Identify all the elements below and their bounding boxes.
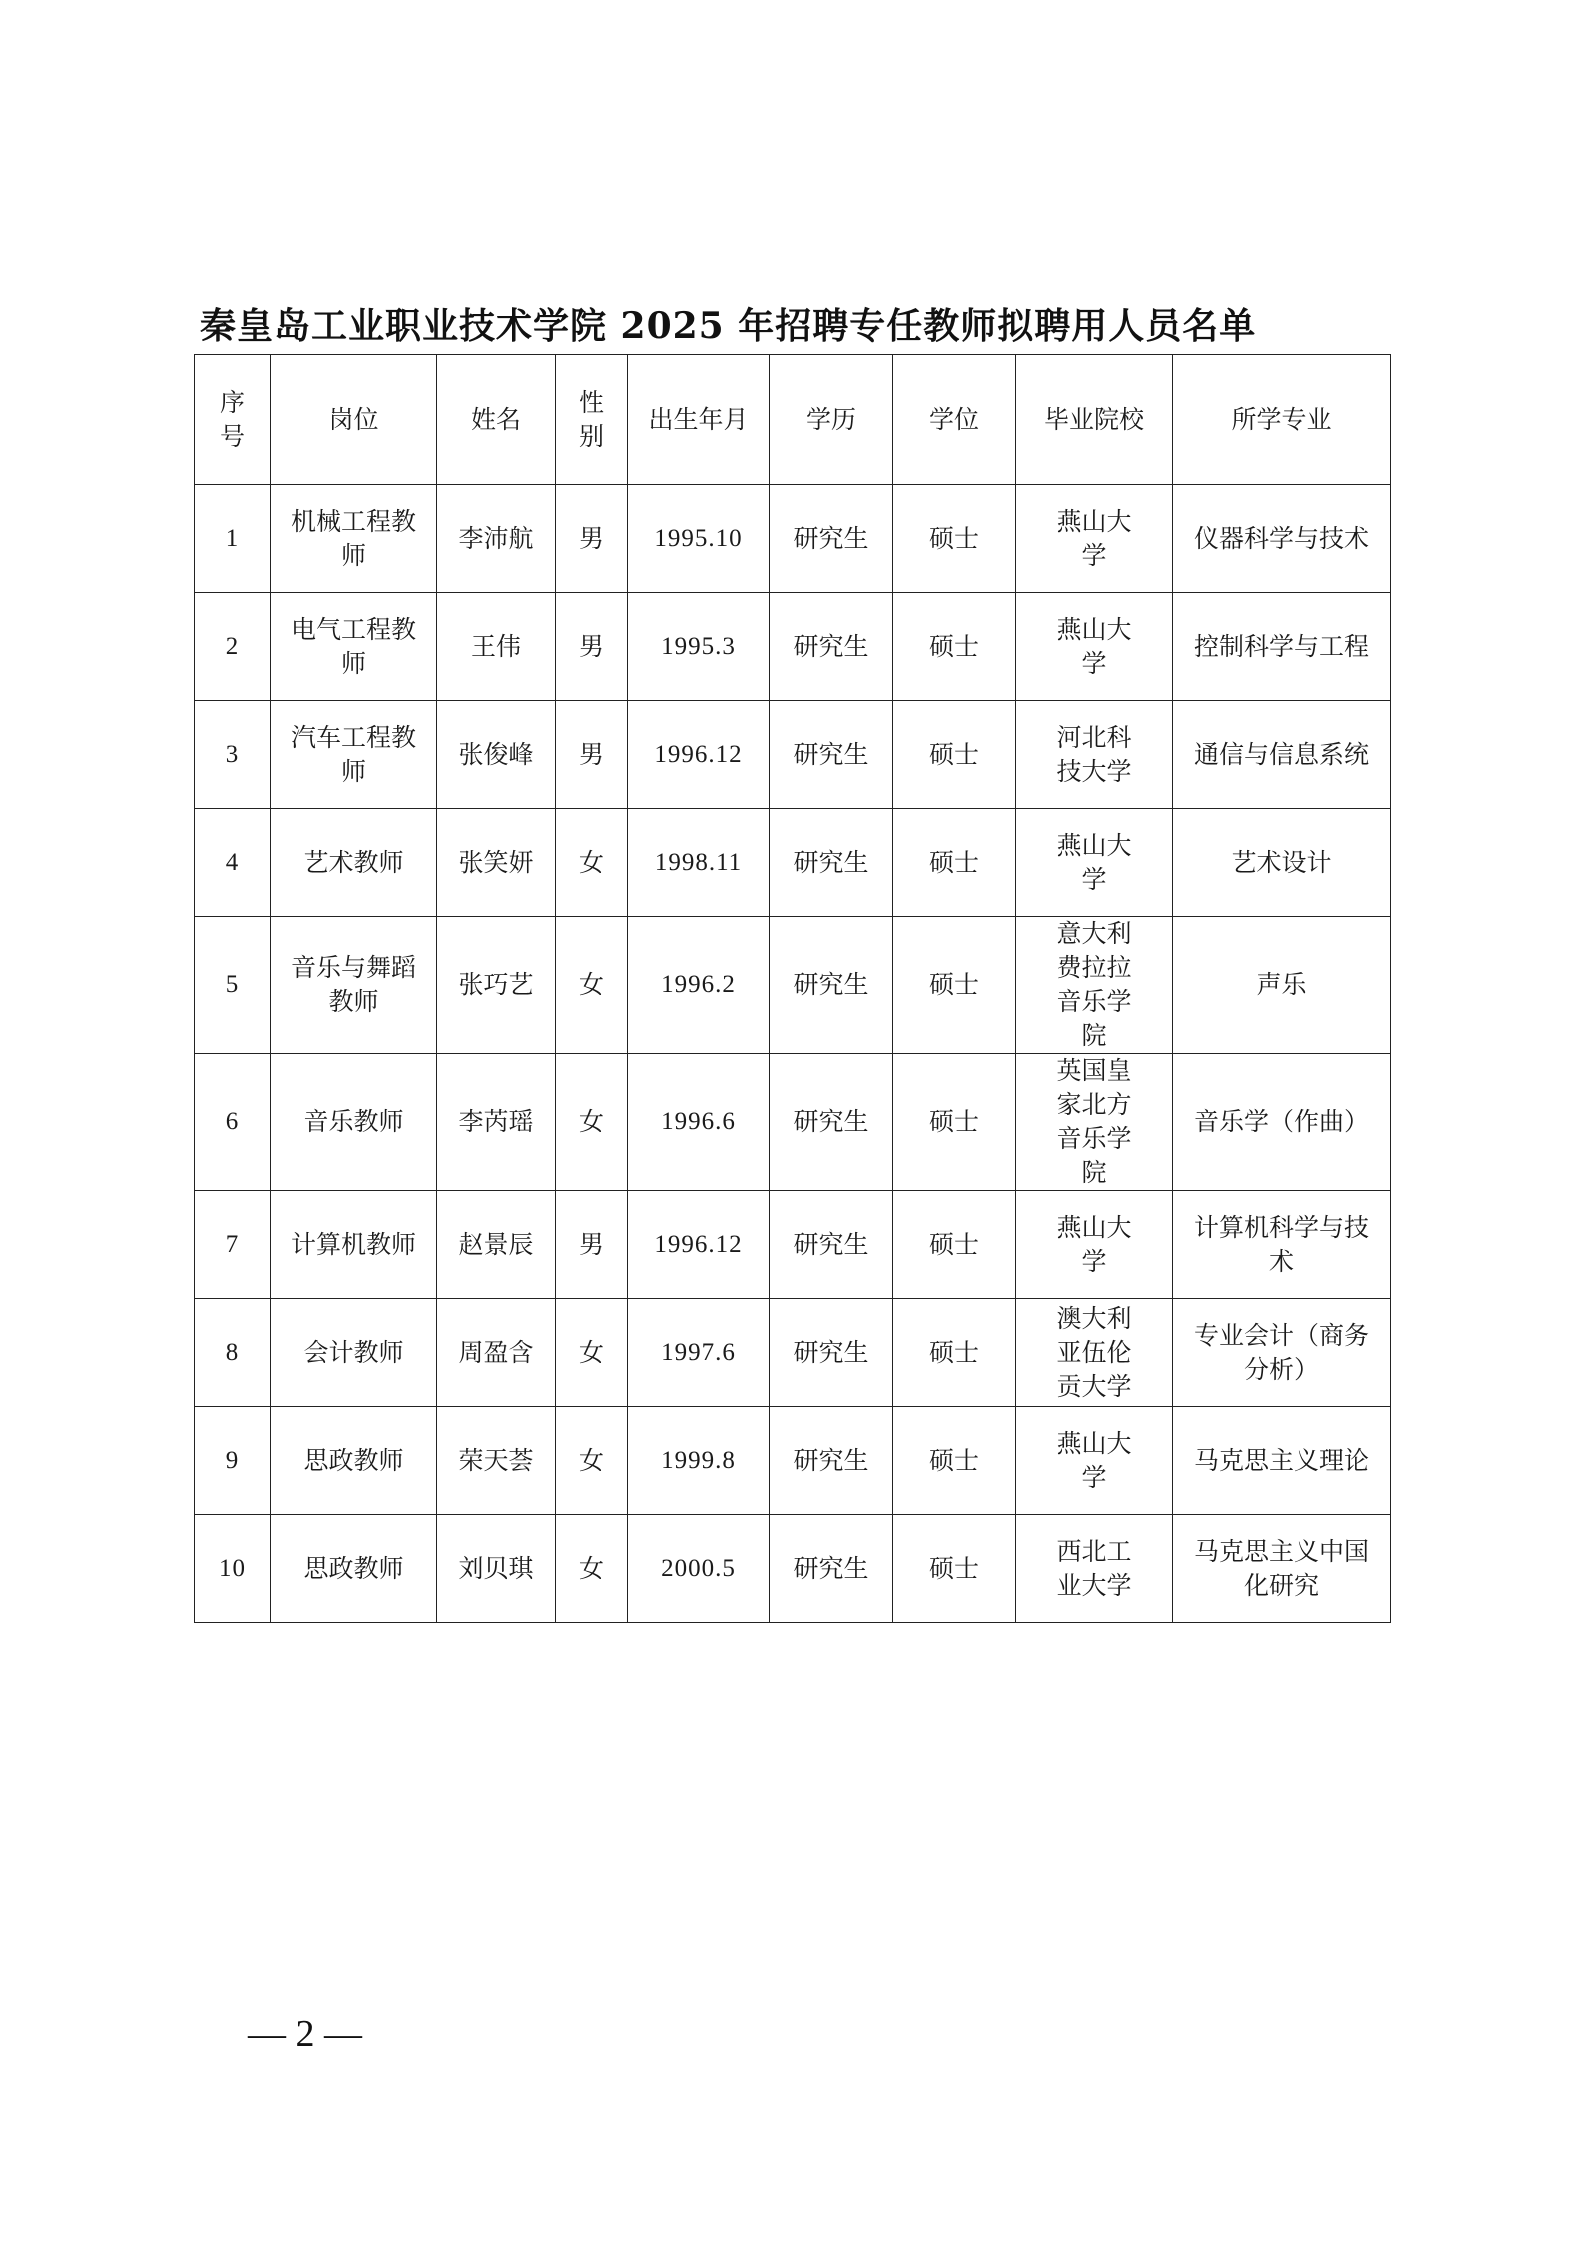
- document-title: 秦皇岛工业职业技术学院 2025 年招聘专任教师拟聘用人员名单: [200, 305, 1257, 347]
- cell-education: 研究生: [770, 485, 893, 593]
- cell-index: 4: [195, 809, 271, 917]
- cell-school: 意大利费拉拉音乐学院: [1016, 917, 1173, 1054]
- table-row: [195, 593, 1391, 701]
- cell-gender: 女: [556, 1407, 628, 1515]
- cell-degree: 硕士: [893, 809, 1016, 917]
- cell-degree: 硕士: [893, 1299, 1016, 1407]
- header-cell-name: 姓名: [437, 355, 556, 485]
- cell-major: 音乐学（作曲）: [1173, 1054, 1391, 1191]
- table-row: [195, 917, 1391, 1054]
- cell-name: 张笑妍: [437, 809, 556, 917]
- cell-index: 9: [195, 1407, 271, 1515]
- cell-major: 控制科学与工程: [1173, 593, 1391, 701]
- cell-birth-date: 1998.11: [628, 809, 770, 917]
- cell-birth-date: 1997.6: [628, 1299, 770, 1407]
- hiring-roster-table: [194, 354, 1391, 1623]
- table-header-row: [195, 355, 1391, 485]
- cell-index: 7: [195, 1191, 271, 1299]
- cell-education: 研究生: [770, 1191, 893, 1299]
- cell-position: 电气工程教师: [271, 593, 437, 701]
- cell-birth-date: 1995.10: [628, 485, 770, 593]
- cell-name: 李芮瑶: [437, 1054, 556, 1191]
- header-cell-degree: 学位: [893, 355, 1016, 485]
- cell-position: 音乐教师: [271, 1054, 437, 1191]
- header-cell-gender: 性别: [556, 355, 628, 485]
- cell-school: 西北工业大学: [1016, 1515, 1173, 1623]
- cell-education: 研究生: [770, 809, 893, 917]
- header-cell-school: 毕业院校: [1016, 355, 1173, 485]
- cell-birth-date: 1995.3: [628, 593, 770, 701]
- cell-gender: 女: [556, 1515, 628, 1623]
- table-row: [195, 1299, 1391, 1407]
- cell-name: 张巧艺: [437, 917, 556, 1054]
- cell-index: 5: [195, 917, 271, 1054]
- table-row: [195, 485, 1391, 593]
- cell-education: 研究生: [770, 1515, 893, 1623]
- cell-school: 河北科技大学: [1016, 701, 1173, 809]
- cell-major: 专业会计（商务分析）: [1173, 1299, 1391, 1407]
- cell-major: 艺术设计: [1173, 809, 1391, 917]
- table-row: [195, 1054, 1391, 1191]
- header-cell-education: 学历: [770, 355, 893, 485]
- cell-index: 10: [195, 1515, 271, 1623]
- cell-position: 艺术教师: [271, 809, 437, 917]
- cell-index: 6: [195, 1054, 271, 1191]
- cell-school: 澳大利亚伍伦贡大学: [1016, 1299, 1173, 1407]
- header-cell-index: 序号: [195, 355, 271, 485]
- cell-major: 马克思主义中国化研究: [1173, 1515, 1391, 1623]
- cell-position: 会计教师: [271, 1299, 437, 1407]
- cell-name: 刘贝琪: [437, 1515, 556, 1623]
- cell-gender: 男: [556, 593, 628, 701]
- cell-name: 周盈含: [437, 1299, 556, 1407]
- cell-position: 音乐与舞蹈教师: [271, 917, 437, 1054]
- cell-degree: 硕士: [893, 593, 1016, 701]
- cell-name: 张俊峰: [437, 701, 556, 809]
- table-row: [195, 1407, 1391, 1515]
- cell-birth-date: 1999.8: [628, 1407, 770, 1515]
- cell-gender: 女: [556, 1054, 628, 1191]
- cell-education: 研究生: [770, 1407, 893, 1515]
- cell-degree: 硕士: [893, 1515, 1016, 1623]
- cell-education: 研究生: [770, 1054, 893, 1191]
- cell-school: 燕山大学: [1016, 1191, 1173, 1299]
- cell-major: 马克思主义理论: [1173, 1407, 1391, 1515]
- cell-index: 1: [195, 485, 271, 593]
- cell-education: 研究生: [770, 593, 893, 701]
- cell-school: 英国皇家北方音乐学院: [1016, 1054, 1173, 1191]
- cell-degree: 硕士: [893, 1407, 1016, 1515]
- page-number: — 2 —: [248, 2013, 362, 2055]
- cell-birth-date: 1996.12: [628, 1191, 770, 1299]
- cell-degree: 硕士: [893, 917, 1016, 1054]
- cell-degree: 硕士: [893, 485, 1016, 593]
- cell-birth-date: 1996.6: [628, 1054, 770, 1191]
- cell-name: 王伟: [437, 593, 556, 701]
- cell-birth-date: 1996.12: [628, 701, 770, 809]
- cell-index: 8: [195, 1299, 271, 1407]
- cell-index: 3: [195, 701, 271, 809]
- cell-position: 汽车工程教师: [271, 701, 437, 809]
- cell-school: 燕山大学: [1016, 485, 1173, 593]
- cell-name: 赵景辰: [437, 1191, 556, 1299]
- cell-birth-date: 2000.5: [628, 1515, 770, 1623]
- cell-index: 2: [195, 593, 271, 701]
- cell-major: 计算机科学与技术: [1173, 1191, 1391, 1299]
- cell-degree: 硕士: [893, 701, 1016, 809]
- cell-position: 思政教师: [271, 1407, 437, 1515]
- cell-education: 研究生: [770, 1299, 893, 1407]
- cell-gender: 男: [556, 1191, 628, 1299]
- cell-birth-date: 1996.2: [628, 917, 770, 1054]
- cell-school: 燕山大学: [1016, 809, 1173, 917]
- cell-position: 思政教师: [271, 1515, 437, 1623]
- cell-gender: 女: [556, 917, 628, 1054]
- cell-school: 燕山大学: [1016, 593, 1173, 701]
- cell-gender: 男: [556, 485, 628, 593]
- cell-gender: 女: [556, 809, 628, 917]
- cell-school: 燕山大学: [1016, 1407, 1173, 1515]
- table-body: [195, 485, 1391, 1623]
- cell-major: 通信与信息系统: [1173, 701, 1391, 809]
- table-row: [195, 1515, 1391, 1623]
- cell-major: 仪器科学与技术: [1173, 485, 1391, 593]
- header-cell-position: 岗位: [271, 355, 437, 485]
- header-cell-birth-date: 出生年月: [628, 355, 770, 485]
- cell-position: 计算机教师: [271, 1191, 437, 1299]
- cell-name: 李沛航: [437, 485, 556, 593]
- cell-name: 荣天荟: [437, 1407, 556, 1515]
- header-cell-major: 所学专业: [1173, 355, 1391, 485]
- cell-position: 机械工程教师: [271, 485, 437, 593]
- table-row: [195, 809, 1391, 917]
- cell-degree: 硕士: [893, 1191, 1016, 1299]
- cell-major: 声乐: [1173, 917, 1391, 1054]
- cell-gender: 男: [556, 701, 628, 809]
- table-row: [195, 701, 1391, 809]
- cell-degree: 硕士: [893, 1054, 1016, 1191]
- table-row: [195, 1191, 1391, 1299]
- cell-education: 研究生: [770, 701, 893, 809]
- cell-gender: 女: [556, 1299, 628, 1407]
- cell-education: 研究生: [770, 917, 893, 1054]
